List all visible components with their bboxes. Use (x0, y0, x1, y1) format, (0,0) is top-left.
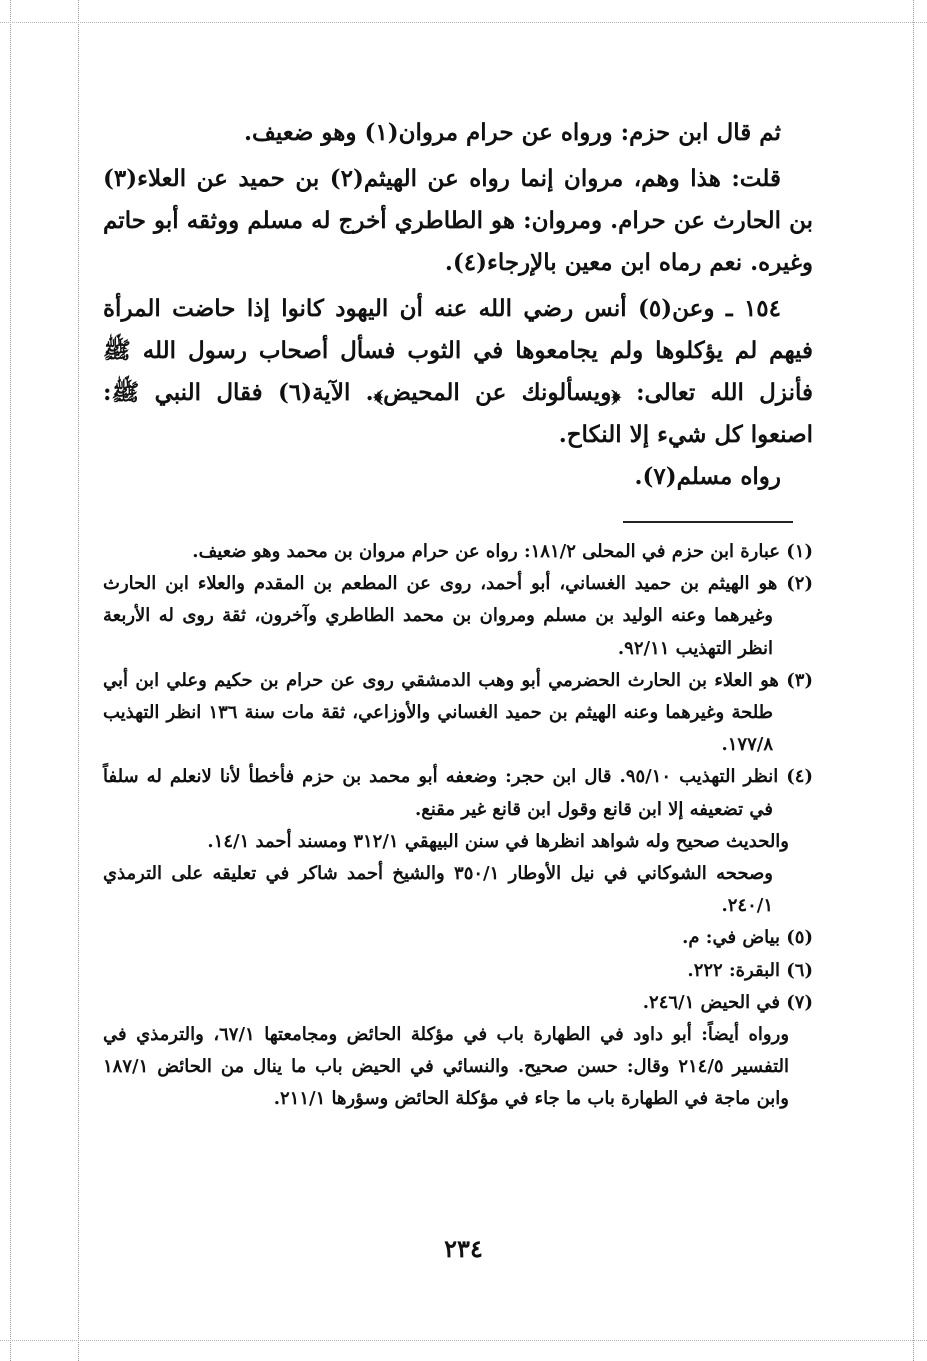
footnote-6: (٦) البقرة: ٢٢٢. (687, 959, 813, 981)
scan-edge-left (10, 0, 11, 1361)
main-paragraph-4: رواه مسلم(٧). (634, 463, 781, 490)
main-paragraph-1: ثم قال ابن حزم: ورواه عن حرام مروان(١) وهو ضعيف. (244, 119, 781, 146)
footnote-5: (٥) بياض في: م. (682, 927, 813, 949)
scan-edge-top (0, 22, 927, 23)
main-paragraph-3: ١٥٤ ـ وعن(٥) أنس رضي الله عنه أن اليهود كانوا إذا حاضت المرأة فيهم لم يؤكلوها ولم يجامعوها في الثوب فسأل أصحاب رسول الله ﷺ فأنزل الله تعالى: ﴿ويسألونك عن المحيض﴾. الآية(٦) فقال النبي ﷺ: اصنعوا كل شيء إلا النكاح. (103, 295, 813, 448)
footnote-4-continuation-2: وصححه الشوكاني في نيل الأوطار ٣٥٠/١ والشيخ أحمد شاكر في تعليقه على الترمذي ٢٤٠/١. (103, 863, 773, 917)
main-text (103, 112, 813, 498)
footnote-3: (٣) هو العلاء بن الحارث الحضرمي أبو وهب الدمشقي روى عن حرام بن حكيم وعلي ابن أبي طلحة وغيرهما وعنه الهيثم بن حميد الغساني والأوزاعي، ثقة مات سنة ١٣٦ انظر التهذيب ١٧٧/٨. (103, 669, 813, 756)
footnote-4: (٤) انظر التهذيب ٩٥/١٠. قال ابن حجر: وضعفه أبو محمد بن حزم فأخطأ لأنا لانعلم له سلفاً في تضعيفه إلا ابن قانع وقول ابن قانع غير مقنع. (103, 766, 813, 820)
footnote-2: (٢) هو الهيثم بن حميد الغساني، أبو أحمد، روى عن المطعم بن المقدم والعلاء ابن الحارث وغيرهما وعنه الوليد بن مسلم ومروان بن محمد الطاطري وآخرون، ثقة روى له الأربعة انظر التهذيب ٩٢/١١. (103, 573, 813, 659)
scan-edge-right (913, 0, 914, 1361)
footnote-7-continuation: ورواه أيضاً: أبو داود في الطهارة باب في مؤكلة الحائض ومجامعتها ٦٧/١، والترمذي في التفسير ٢١٤/٥ وقال: حسن صحيح. والنسائي في الحيض باب ما ينال من الحائض ١٨٧/١ وابن ماجة في الطهارة باب ما جاء في مؤكلة الحائض وسؤرها ٢١١/١. (103, 1024, 790, 1110)
footnote-7: (٧) في الحيض ٢٤٦/١. (642, 991, 813, 1013)
scan-edge-bottom (0, 1340, 927, 1341)
footnote-1: (١) عبارة ابن حزم في المحلى ١٨١/٢: رواه عن حرام مروان بن محمد وهو ضعيف. (192, 541, 813, 562)
page-number: ٢٣٤ (444, 1234, 483, 1263)
main-paragraph-2: قلت: هذا وهم، مروان إنما رواه عن الهيثم(٢) بن حميد عن العلاء(٣) بن الحارث عن حرام. ومروان: هو الطاطري أخرج له مسلم ووثقه أبو حاتم وغيره. نعم رماه ابن معين بالإرجاء(٤). (103, 165, 813, 276)
footnote-separator (623, 521, 793, 523)
footnote-4-continuation-1: والحديث صحيح وله شواهد انظرها في سنن البيهقي ٣١٢/١ ومسند أحمد ١٤/١. (207, 830, 789, 852)
scan-guide-left (78, 0, 79, 1361)
footnotes (103, 536, 813, 1116)
